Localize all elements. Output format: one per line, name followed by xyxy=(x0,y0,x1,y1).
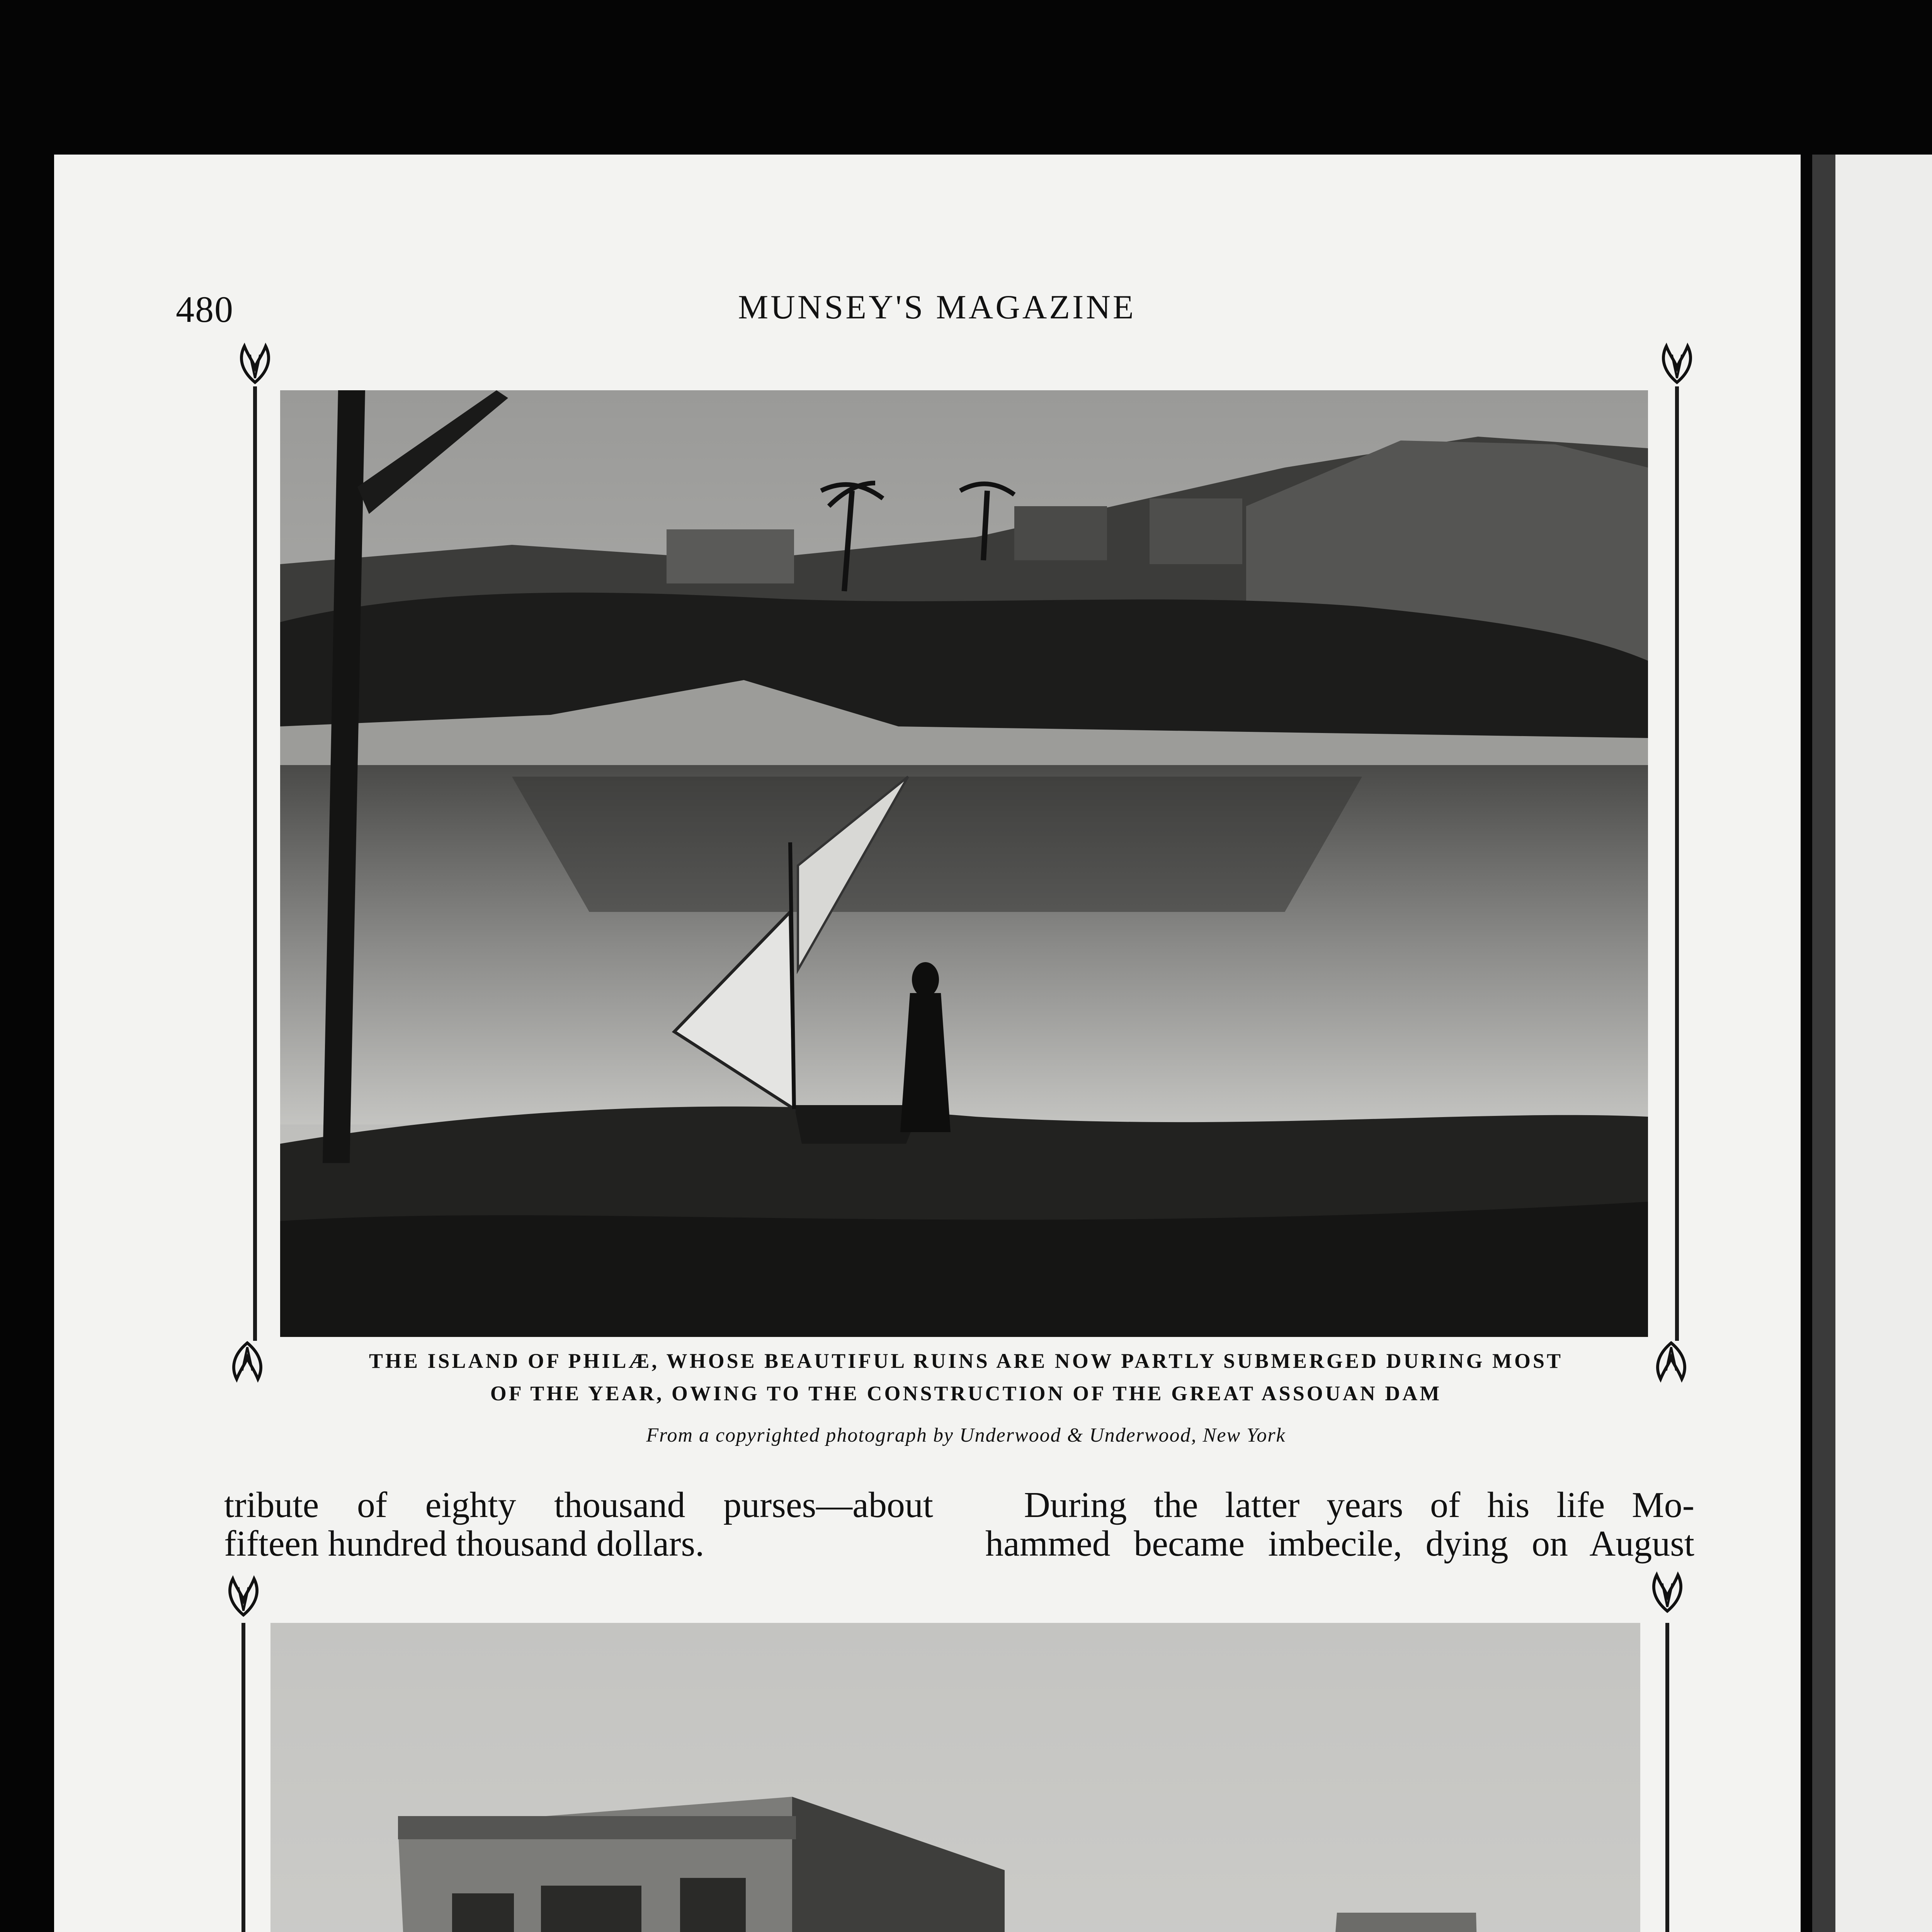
lotus-ornament-icon xyxy=(234,342,276,384)
body-line: tribute of eighty thousand purses—about xyxy=(224,1485,933,1525)
ornament-rule-right-top xyxy=(1675,386,1679,1341)
body-line: fifteen hundred thousand dollars. xyxy=(224,1524,704,1564)
island-photo-icon xyxy=(280,390,1648,1337)
body-line: During the latter years of his life Mo- xyxy=(1024,1485,1694,1525)
lotus-ornament-icon xyxy=(226,1341,269,1383)
lotus-ornament-icon xyxy=(1656,342,1698,384)
caption-line: OF THE YEAR, OWING TO THE CONSTRUCTION OF THE GREAT ASSOUAN DAM xyxy=(490,1382,1442,1405)
ornament-rule-left-top xyxy=(253,386,257,1341)
body-column-left xyxy=(224,1486,933,1563)
ornament-rule-right-bottom xyxy=(1665,1623,1669,1932)
ornament-rule-left-bottom xyxy=(242,1623,245,1932)
photo-kiosk-at-philae xyxy=(270,1623,1640,1932)
body-line: hammed became imbecile, dying on August xyxy=(985,1524,1694,1564)
photo-credit-top: From a copyrighted photograph by Underwood & Underwood, New York xyxy=(646,1424,1286,1446)
lotus-ornament-icon xyxy=(222,1575,265,1617)
photo-island-of-philae xyxy=(280,390,1648,1337)
facing-page-edge xyxy=(1812,155,1932,1932)
running-head: MUNSEY'S MAGAZINE xyxy=(738,289,1136,326)
body-column-right xyxy=(985,1486,1694,1563)
kiosk-photo-icon xyxy=(270,1623,1640,1932)
figure-caption-top xyxy=(270,1345,1662,1410)
page-number: 480 xyxy=(176,289,234,330)
lotus-ornament-icon xyxy=(1646,1571,1689,1613)
caption-line: THE ISLAND OF PHILÆ, WHOSE BEAUTIFUL RUINS ARE NOW PARTLY SUBMERGED DURING MOST xyxy=(369,1349,1563,1372)
